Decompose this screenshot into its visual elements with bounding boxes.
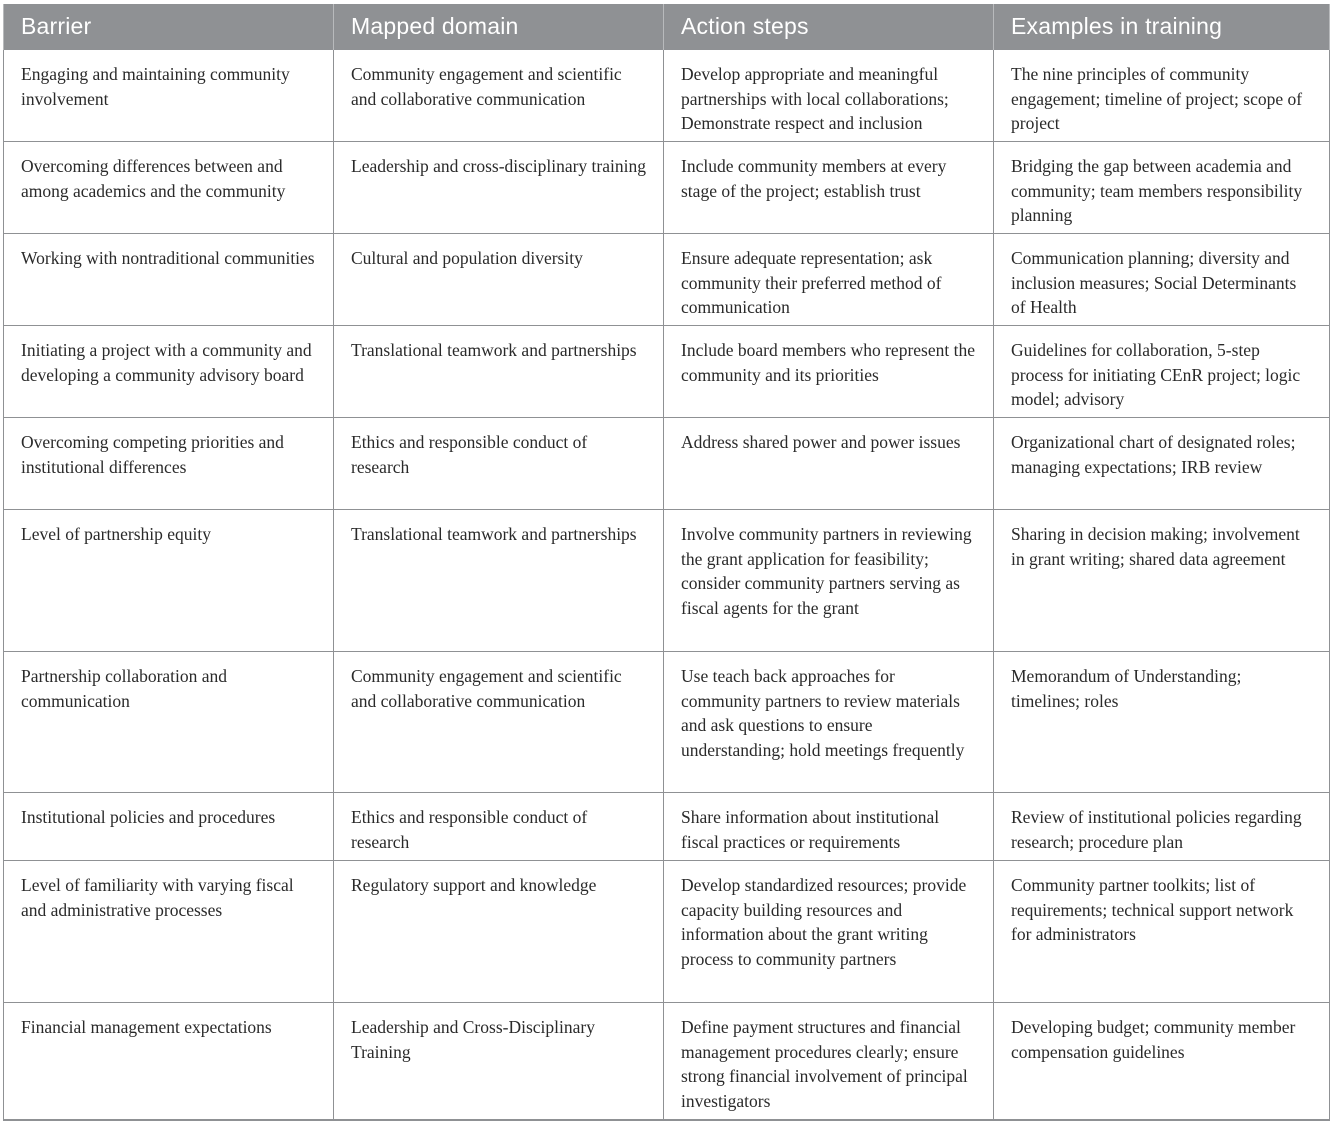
- cell-examples: Community partner toolkits; list of requirements; technical support network for administrators: [994, 861, 1330, 1003]
- cell-action-steps: Ensure adequate representation; ask community their preferred method of communication: [664, 234, 994, 326]
- cell-barrier: Initiating a project with a community and developing a community advisory board: [4, 326, 334, 418]
- cell-mapped-domain: Translational teamwork and partnerships: [334, 510, 664, 652]
- cell-examples: Memorandum of Understanding; timelines; roles: [994, 652, 1330, 793]
- cell-action-steps: Develop standardized resources; provide capacity building resources and information about the grant writing process to community partners: [664, 861, 994, 1003]
- table-row: [4, 510, 1330, 652]
- header-mapped-domain: Mapped domain: [334, 4, 664, 50]
- table-row: [4, 418, 1330, 510]
- table-row: [4, 652, 1330, 793]
- header-row: [4, 4, 1330, 50]
- cell-barrier: Partnership collaboration and communication: [4, 652, 334, 793]
- cell-examples: Bridging the gap between academia and community; team members responsibility planning: [994, 142, 1330, 234]
- cell-mapped-domain: Ethics and responsible conduct of research: [334, 418, 664, 510]
- cell-action-steps: Involve community partners in reviewing the grant application for feasibility; consider community partners serving as fiscal agents for the grant: [664, 510, 994, 652]
- cell-mapped-domain: Translational teamwork and partnerships: [334, 326, 664, 418]
- cell-examples: Communication planning; diversity and inclusion measures; Social Determinants of Health: [994, 234, 1330, 326]
- cell-mapped-domain: Community engagement and scientific and collaborative communication: [334, 50, 664, 142]
- cell-action-steps: Include community members at every stage of the project; establish trust: [664, 142, 994, 234]
- header-examples-in-training: Examples in training: [994, 4, 1330, 50]
- cell-action-steps: Share information about institutional fiscal practices or requirements: [664, 793, 994, 861]
- cell-examples: Review of institutional policies regarding research; procedure plan: [994, 793, 1330, 861]
- cell-mapped-domain: Leadership and Cross-Disciplinary Training: [334, 1003, 664, 1120]
- cell-action-steps: Use teach back approaches for community partners to review materials and ask questions to ensure understanding; hold meetings frequently: [664, 652, 994, 793]
- cell-examples: Guidelines for collaboration, 5-step process for initiating CEnR project; logic model; advisory: [994, 326, 1330, 418]
- cell-barrier: Level of partnership equity: [4, 510, 334, 652]
- header-barrier: Barrier: [4, 4, 334, 50]
- table-row: [4, 326, 1330, 418]
- table-row: [4, 234, 1330, 326]
- cell-action-steps: Address shared power and power issues: [664, 418, 994, 510]
- barriers-table-container: [3, 4, 1329, 1121]
- cell-action-steps: Define payment structures and financial management procedures clearly; ensure strong financial involvement of principal investigators: [664, 1003, 994, 1120]
- cell-mapped-domain: Regulatory support and knowledge: [334, 861, 664, 1003]
- table-header: [4, 4, 1330, 50]
- cell-mapped-domain: Community engagement and scientific and collaborative communication: [334, 652, 664, 793]
- cell-mapped-domain: Leadership and cross-disciplinary training: [334, 142, 664, 234]
- cell-barrier: Working with nontraditional communities: [4, 234, 334, 326]
- table-row: [4, 793, 1330, 861]
- cell-barrier: Institutional policies and procedures: [4, 793, 334, 861]
- cell-action-steps: Develop appropriate and meaningful partnerships with local collaborations; Demonstrate respect and inclusion: [664, 50, 994, 142]
- barriers-table: [3, 4, 1330, 1121]
- cell-examples: Sharing in decision making; involvement in grant writing; shared data agreement: [994, 510, 1330, 652]
- cell-examples: Organizational chart of designated roles; managing expectations; IRB review: [994, 418, 1330, 510]
- cell-mapped-domain: Cultural and population diversity: [334, 234, 664, 326]
- cell-examples: Developing budget; community member compensation guidelines: [994, 1003, 1330, 1120]
- table-row: [4, 142, 1330, 234]
- cell-barrier: Overcoming differences between and among academics and the community: [4, 142, 334, 234]
- cell-barrier: Financial management expectations: [4, 1003, 334, 1120]
- cell-action-steps: Include board members who represent the community and its priorities: [664, 326, 994, 418]
- cell-barrier: Engaging and maintaining community involvement: [4, 50, 334, 142]
- table-body: [4, 50, 1330, 1120]
- cell-barrier: Overcoming competing priorities and institutional differences: [4, 418, 334, 510]
- header-action-steps: Action steps: [664, 4, 994, 50]
- cell-mapped-domain: Ethics and responsible conduct of research: [334, 793, 664, 861]
- table-row: [4, 50, 1330, 142]
- table-row: [4, 861, 1330, 1003]
- table-row: [4, 1003, 1330, 1120]
- cell-barrier: Level of familiarity with varying fiscal and administrative processes: [4, 861, 334, 1003]
- cell-examples: The nine principles of community engagement; timeline of project; scope of project: [994, 50, 1330, 142]
